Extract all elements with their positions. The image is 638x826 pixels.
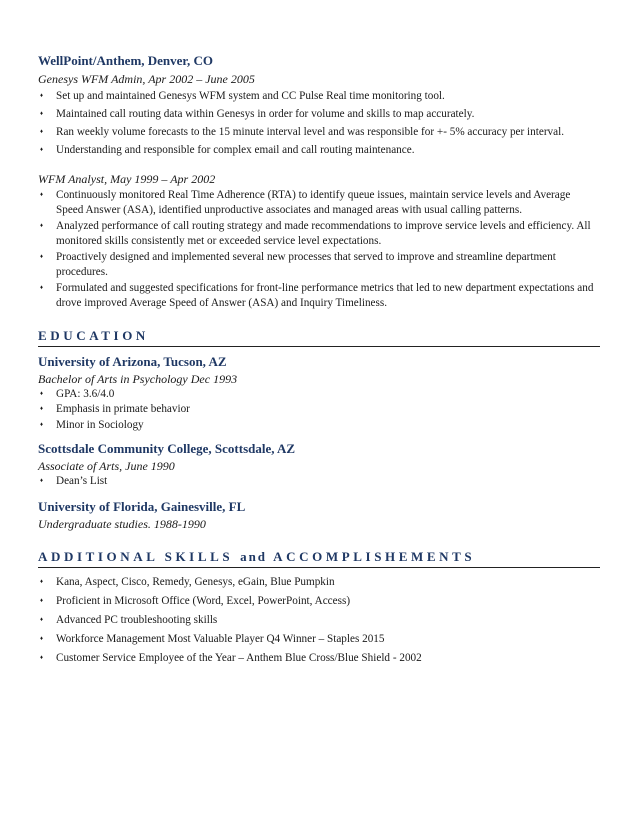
position-title: WFM Analyst, May 1999 – Apr 2002 xyxy=(38,171,216,186)
bullet-icon: ♦ xyxy=(40,597,44,604)
bullet-icon: ♦ xyxy=(40,111,44,117)
school-name: Scottsdale Community College, Scottsdale, AZ xyxy=(38,441,296,456)
bullet-icon: ♦ xyxy=(40,129,44,135)
position-bullets xyxy=(38,188,600,312)
education-section xyxy=(38,327,600,532)
bullet-icon: ♦ xyxy=(40,478,44,484)
employer-name: WellPoint/Anthem, Denver, CO xyxy=(38,53,214,68)
list-item: ♦ Analyzed performance of call routing strategy and made recommendations to improve service levels and efficiency. All monitored skills consistently met or exceeded service level expectations. xyxy=(40,219,591,247)
school-bullets xyxy=(38,474,600,490)
list-item: ♦ Customer Service Employee of the Year – Anthem Blue Cross/Blue Shield - 2002 xyxy=(38,651,600,667)
list-item: ♦ Kana, Aspect, Cisco, Remedy, Genesys, eGain, Blue Pumpkin xyxy=(38,575,600,591)
bullet-icon: ♦ xyxy=(40,635,44,642)
list-item: ♦ Formulated and suggested specifications for front-line performance metrics that led to new department expectations and drove improved Average Speed of Answer (ASA) and Inquiry Timeliness. xyxy=(40,281,594,309)
section-heading-education: EDUCATION xyxy=(38,327,600,347)
degree: Bachelor of Arts in Psychology Dec 1993 xyxy=(38,371,238,386)
bullet-icon: ♦ xyxy=(40,406,44,412)
experience-section xyxy=(38,52,600,312)
bullet-icon: ♦ xyxy=(40,253,44,260)
bullet-icon: ♦ xyxy=(40,616,44,623)
bullet-icon: ♦ xyxy=(40,654,44,661)
list-item: ♦ Workforce Management Most Valuable Player Q4 Winner – Staples 2015 xyxy=(38,632,600,648)
list-item: ♦ Maintained call routing data within Genesys in order for volume and skills to map accurately. xyxy=(38,107,600,123)
bullet-icon: ♦ xyxy=(40,390,44,397)
degree: Associate of Arts, June 1990 xyxy=(38,459,175,473)
resume-content xyxy=(38,52,600,670)
list-item: ♦ Understanding and responsible for complex email and call routing maintenance. xyxy=(38,143,600,159)
school-name: University of Florida, Gainesville, FL xyxy=(38,498,246,514)
school-bullets xyxy=(38,387,600,434)
list-item: ♦ GPA: 3.6/4.0 xyxy=(38,387,600,403)
degree: Undergraduate studies. 1988-1990 xyxy=(38,516,206,531)
bullet-icon: ♦ xyxy=(40,578,44,585)
bullet-icon: ♦ xyxy=(40,147,44,153)
list-item: ♦ Advanced PC troubleshooting skills xyxy=(38,613,600,629)
skills-bullets xyxy=(38,575,600,667)
list-item: ♦ Set up and maintained Genesys WFM system and CC Pulse Real time monitoring tool. xyxy=(38,89,600,105)
bullet-icon: ♦ xyxy=(40,93,44,99)
list-item: ♦ Continuously monitored Real Time Adherence (RTA) to identify queue issues, maintain service levels and Average Speed Answer (ASA), identified unproductive associates and managed areas with usual calling patterns. xyxy=(40,188,571,216)
list-item: ♦ Minor in Sociology xyxy=(38,418,600,434)
skills-section xyxy=(38,548,600,667)
bullet-icon: ♦ xyxy=(40,421,44,428)
list-item: ♦ Emphasis in primate behavior xyxy=(38,402,600,418)
position-title: Genesys WFM Admin, Apr 2002 – June 2005 xyxy=(38,72,255,86)
list-item: ♦ Dean’s List xyxy=(38,474,600,490)
list-item: ♦ Proactively designed and implemented several new processes that served to improve and streamline department procedures. xyxy=(40,250,556,278)
list-item: ♦ Proficient in Microsoft Office (Word, Excel, PowerPoint, Access) xyxy=(38,594,600,610)
bullet-icon: ♦ xyxy=(40,191,44,198)
list-item: ♦ Ran weekly volume forecasts to the 15 minute interval level and was responsible for +- 5% accuracy per interval. xyxy=(38,125,600,141)
bullet-icon: ♦ xyxy=(40,222,44,229)
bullet-icon: ♦ xyxy=(40,284,44,291)
section-heading-skills: ADDITIONAL SKILLS and ACCOMPLISHEMENTS xyxy=(38,548,600,568)
school-name: University of Arizona, Tucson, AZ xyxy=(38,353,227,369)
position-bullets xyxy=(38,89,600,159)
